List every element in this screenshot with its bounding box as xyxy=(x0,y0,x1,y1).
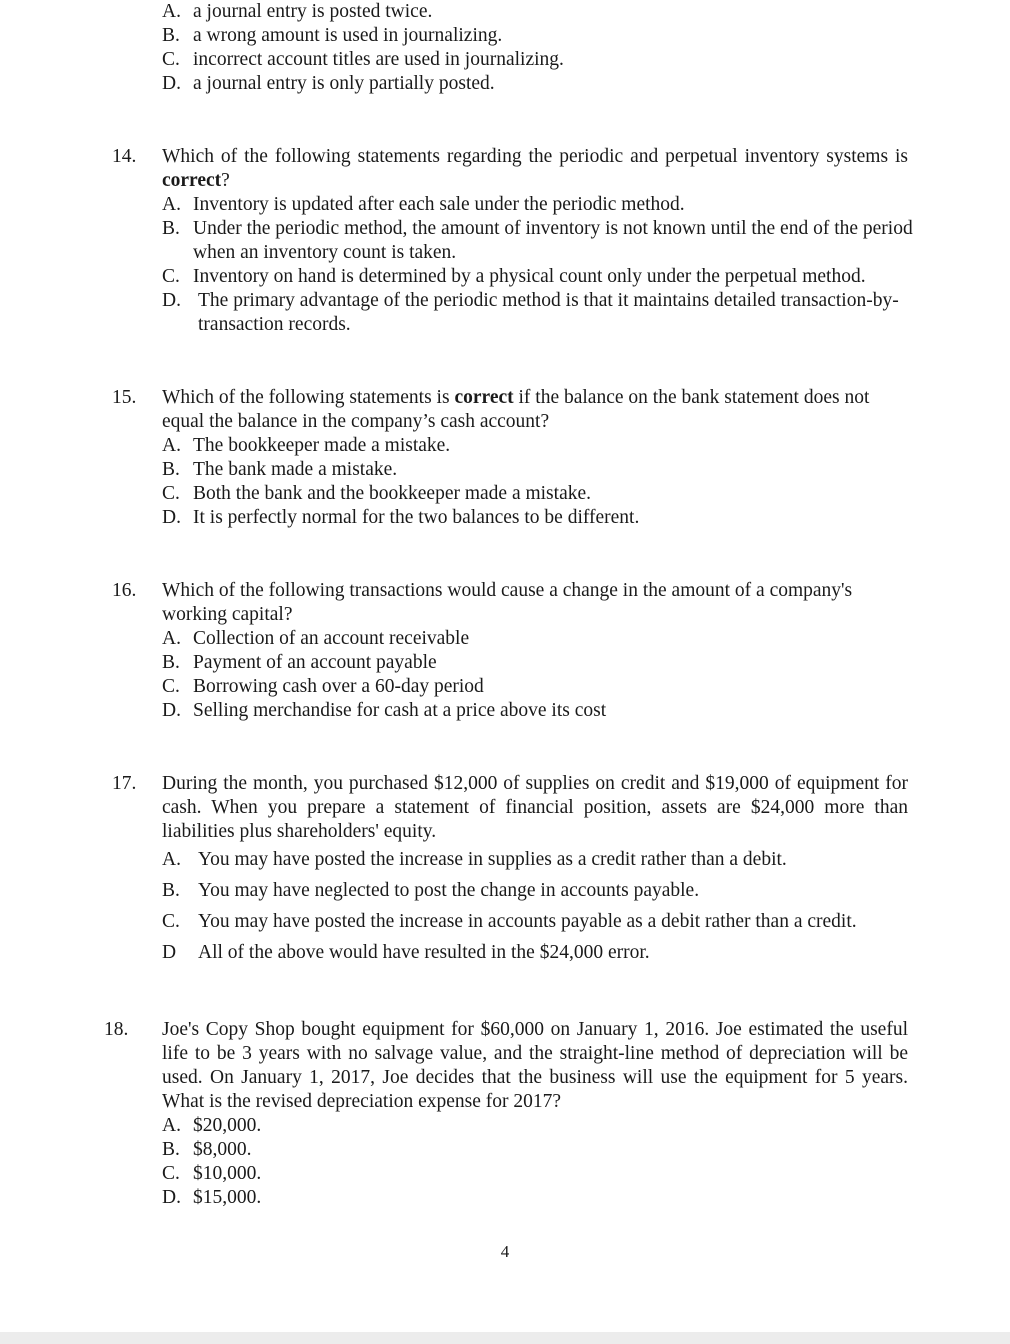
option-letter: B. xyxy=(162,218,180,239)
option-letter: B. xyxy=(162,880,180,901)
option-letter: D. xyxy=(162,507,181,528)
page-number: 4 xyxy=(500,1242,510,1261)
option-b xyxy=(162,217,939,265)
option-text: Selling merchandise for cash at a price above its cost xyxy=(193,700,607,721)
option-letter: A. xyxy=(162,628,181,649)
option-text: incorrect account titles are used in journalizing. xyxy=(193,49,564,70)
option-d xyxy=(162,941,952,965)
option-a xyxy=(162,0,952,24)
option-c xyxy=(162,482,952,506)
option-b xyxy=(162,879,952,903)
option-d xyxy=(162,72,952,96)
option-c xyxy=(162,910,952,934)
option-letter: C. xyxy=(162,911,180,932)
option-letter: B. xyxy=(162,652,180,673)
option-text: The bookkeeper made a mistake. xyxy=(193,435,451,456)
option-d xyxy=(162,506,952,530)
question-number: 18. xyxy=(104,1019,129,1040)
question-stem: During the month, you purchased $12,000 of supplies on credit and $19,000 of equipment for cash. When you prepare a statement of financial position, assets are $24,000 more than liabilities plus shareholders' equity. xyxy=(162,773,908,842)
option-letter: B. xyxy=(162,25,180,46)
option-a xyxy=(162,1114,952,1138)
option-letter: A. xyxy=(162,1,181,22)
option-text: Collection of an account receivable xyxy=(193,628,470,649)
question-stem: Which of the following statements is correct if the balance on the bank statement does not equal the balance in the company’s cash account? xyxy=(162,387,870,432)
option-text: The primary advantage of the periodic method is that it maintains detailed transaction-by-transaction records. xyxy=(198,290,899,335)
option-letter: D. xyxy=(162,290,181,311)
option-text: You may have posted the increase in supplies as a credit rather than a debit. xyxy=(198,849,787,870)
question-number: 14. xyxy=(112,146,137,167)
bottom-gray-strip xyxy=(0,1332,1010,1344)
option-a xyxy=(162,848,952,872)
option-c xyxy=(162,1162,952,1186)
question-number: 16. xyxy=(112,580,137,601)
option-letter: A. xyxy=(162,1115,181,1136)
question-number: 15. xyxy=(112,387,137,408)
option-letter: D. xyxy=(162,700,181,721)
option-letter: C. xyxy=(162,266,180,287)
option-b xyxy=(162,24,952,48)
question-stem: Joe's Copy Shop bought equipment for $60,000 on January 1, 2016. Joe estimated the useful life to be 3 years with no salvage value, and the straight-line method of depreciation will be used. On January 1, 2017, Joe decides that the business will use the equipment for 5 years. What is the revised depreciation expense for 2017? xyxy=(162,1019,908,1112)
option-text: $15,000. xyxy=(193,1187,262,1208)
option-letter: B. xyxy=(162,459,180,480)
option-letter: C. xyxy=(162,676,180,697)
option-letter: D. xyxy=(162,1187,181,1208)
option-b xyxy=(162,458,952,482)
option-text: Inventory on hand is determined by a physical count only under the perpetual method. xyxy=(193,266,866,287)
option-text: You may have neglected to post the change in accounts payable. xyxy=(198,880,700,901)
option-text: a journal entry is posted twice. xyxy=(193,1,433,22)
option-text: Under the periodic method, the amount of inventory is not known until the end of the period when an inventory count is taken. xyxy=(193,218,913,263)
option-letter: C. xyxy=(162,483,180,504)
option-text: a journal entry is only partially posted. xyxy=(193,73,495,94)
option-text: Inventory is updated after each sale under the periodic method. xyxy=(193,194,685,215)
option-letter: A. xyxy=(162,435,181,456)
option-letter: C. xyxy=(162,49,180,70)
option-b xyxy=(162,651,952,675)
option-letter: C. xyxy=(162,1163,180,1184)
option-text: You may have posted the increase in accounts payable as a debit rather than a credit. xyxy=(198,911,857,932)
option-c xyxy=(162,675,952,699)
option-b xyxy=(162,1138,952,1162)
option-text: $10,000. xyxy=(193,1163,262,1184)
option-text: It is perfectly normal for the two balances to be different. xyxy=(193,507,640,528)
option-letter: A. xyxy=(162,194,181,215)
option-a xyxy=(162,193,952,217)
option-c xyxy=(162,48,952,72)
option-letter: A. xyxy=(162,849,181,870)
option-d xyxy=(162,289,945,337)
emphasis-correct: correct xyxy=(162,170,222,191)
option-text: Borrowing cash over a 60-day period xyxy=(193,676,484,697)
option-text: Both the bank and the bookkeeper made a mistake. xyxy=(193,483,591,504)
option-text: $8,000. xyxy=(193,1139,252,1160)
option-text: Payment of an account payable xyxy=(193,652,437,673)
option-letter: D. xyxy=(162,73,181,94)
option-text: $20,000. xyxy=(193,1115,262,1136)
option-a xyxy=(162,434,952,458)
question-number: 17. xyxy=(112,773,137,794)
option-c xyxy=(162,265,952,289)
option-text: a wrong amount is used in journalizing. xyxy=(193,25,503,46)
option-text: The bank made a mistake. xyxy=(193,459,398,480)
emphasis-correct: correct xyxy=(454,387,514,408)
option-text: All of the above would have resulted in the $24,000 error. xyxy=(198,942,650,963)
option-d xyxy=(162,1186,952,1210)
option-letter: D xyxy=(162,942,177,963)
question-stem: Which of the following statements regarding the periodic and perpetual inventory systems is correct? xyxy=(162,146,908,191)
option-a xyxy=(162,627,952,651)
option-letter: B. xyxy=(162,1139,180,1160)
question-stem: Which of the following transactions would cause a change in the amount of a company's working capital? xyxy=(162,580,853,625)
option-d xyxy=(162,699,952,723)
